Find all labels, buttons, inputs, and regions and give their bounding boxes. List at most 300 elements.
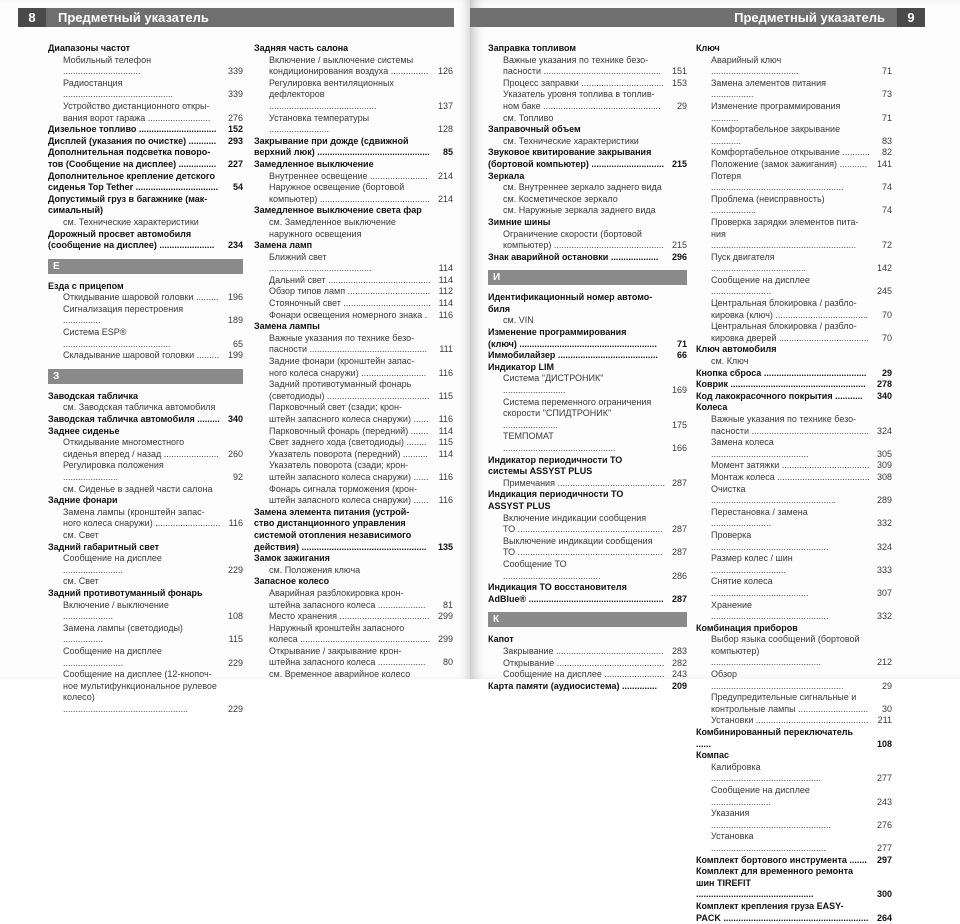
index-entry bbox=[254, 507, 453, 519]
entry-page-number: 199 bbox=[227, 350, 243, 361]
index-entry bbox=[696, 866, 892, 878]
entry-text: Закрывание при дожде (сдвижной bbox=[254, 135, 409, 146]
entry-text: Замена лампы (светодиоды) ................ bbox=[63, 622, 183, 645]
entry-text: штейна запасного колеса ................... bbox=[269, 657, 426, 668]
entry-text: Указания ................................................ bbox=[711, 808, 832, 830]
entry-page-number: 114 bbox=[438, 298, 453, 309]
index-entry bbox=[48, 414, 243, 426]
entry-page-number: 196 bbox=[227, 292, 243, 303]
index-subentry bbox=[488, 658, 687, 670]
entry-page-number: 243 bbox=[876, 796, 892, 807]
index-subentry bbox=[696, 600, 892, 623]
entry-text: Комплект крепления груза EASY- bbox=[696, 900, 844, 911]
index-subentry bbox=[48, 217, 243, 229]
index-subentry bbox=[48, 55, 243, 78]
entry-page-number: 278 bbox=[876, 379, 892, 390]
entry-text: действия) .................................................. bbox=[254, 541, 427, 552]
index-subentry bbox=[48, 327, 243, 350]
index-subentry bbox=[254, 379, 453, 391]
index-entry bbox=[488, 327, 687, 339]
entry-text: Ключ автомобиля bbox=[696, 344, 777, 355]
index-subentry bbox=[48, 304, 243, 327]
entry-page-number: 296 bbox=[671, 251, 687, 262]
entry-page-number: 307 bbox=[876, 587, 892, 598]
index-subentry bbox=[488, 397, 687, 409]
entry-page-number: 324 bbox=[876, 541, 892, 552]
entry-page-number: 324 bbox=[876, 425, 892, 436]
index-subentry bbox=[254, 217, 453, 229]
entry-text: Изменение программирования bbox=[488, 327, 627, 338]
index-subentry bbox=[488, 646, 687, 658]
index-subentry bbox=[488, 89, 687, 101]
entry-text: Заправка топливом bbox=[488, 43, 577, 53]
index-section-header: Е bbox=[48, 259, 243, 274]
index-entry bbox=[696, 368, 892, 380]
index-subentry bbox=[48, 350, 243, 362]
entry-text: Парковочный фонарь (передний) ....... bbox=[269, 425, 429, 436]
index-subentry bbox=[254, 634, 453, 646]
index-subentry bbox=[488, 136, 687, 148]
entry-text: Заводская табличка автомобиля ......... bbox=[48, 414, 220, 425]
index-subentry bbox=[48, 101, 243, 113]
entry-text: Проверка ............................................... bbox=[711, 529, 829, 552]
entry-text: Предупредительные сигнальные и bbox=[711, 692, 857, 703]
index-entry bbox=[254, 136, 453, 148]
entry-page-number: 277 bbox=[876, 773, 892, 784]
index-subentry bbox=[254, 472, 453, 484]
index-subentry bbox=[488, 547, 687, 559]
index-entry bbox=[696, 623, 892, 635]
index-subentry bbox=[254, 449, 453, 461]
entry-text: ТО .......................................................... bbox=[503, 547, 663, 558]
index-subentry bbox=[696, 298, 892, 310]
entry-page-number: 287 bbox=[671, 477, 687, 488]
index-subentry bbox=[48, 402, 243, 414]
index-entry bbox=[48, 426, 243, 438]
index-subentry bbox=[696, 576, 892, 599]
index-entry bbox=[254, 240, 453, 252]
left-page bbox=[0, 0, 470, 714]
entry-text: Дополнительная подсветка поворо- bbox=[48, 147, 211, 158]
entry-text: Идентификационный номер автомо- bbox=[488, 292, 653, 303]
index-subentry bbox=[696, 646, 892, 669]
index-entry bbox=[696, 391, 892, 403]
entry-text: Индикация периодичности ТО bbox=[488, 489, 624, 500]
entry-text: Индикатор периодичности ТО bbox=[488, 454, 623, 465]
entry-page-number: 153 bbox=[671, 77, 687, 88]
index-subentry bbox=[48, 507, 243, 519]
index-subentry bbox=[254, 426, 453, 438]
index-subentry bbox=[254, 113, 453, 136]
index-subentry bbox=[48, 646, 243, 669]
index-column-3 bbox=[488, 43, 687, 692]
entry-text: Монтаж колеса ..................................... bbox=[711, 471, 870, 482]
entry-page-number: 308 bbox=[876, 471, 892, 482]
entry-text: Важные указания по технике безо- bbox=[503, 54, 649, 65]
right-page-title: Предметный указатель bbox=[734, 10, 885, 25]
index-subentry bbox=[48, 553, 243, 576]
entry-text: Положение (замок зажигания) ........... bbox=[711, 158, 867, 169]
index-subentry bbox=[488, 315, 687, 327]
entry-text: Задняя часть салона bbox=[254, 43, 349, 53]
index-subentry bbox=[254, 78, 453, 90]
entry-text: Указатель поворота (передний) .......... bbox=[269, 448, 428, 459]
entry-text: см. Технические характеристики bbox=[503, 135, 639, 146]
entry-text: Важные указания по технике безо- bbox=[711, 414, 857, 424]
index-entry bbox=[696, 43, 892, 55]
entry-page-number: 29 bbox=[881, 680, 892, 691]
entry-text: Заднее сиденье bbox=[48, 425, 120, 436]
index-subentry bbox=[48, 113, 243, 125]
index-entry bbox=[48, 229, 243, 241]
entry-text: Запасное колесо bbox=[254, 576, 330, 587]
entry-text: Езда с прицепом bbox=[48, 280, 124, 291]
entry-text: Пуск двигателя ...................................... bbox=[711, 251, 807, 274]
index-entry bbox=[488, 489, 687, 501]
entry-page-number: 71 bbox=[881, 66, 892, 77]
entry-text: Карта памяти (аудиосистема) .............. bbox=[488, 680, 657, 691]
index-entry bbox=[254, 321, 453, 333]
index-subentry bbox=[696, 310, 892, 322]
entry-text: Комбинированный переключатель ...... bbox=[696, 727, 853, 749]
entry-page-number: 214 bbox=[437, 193, 453, 204]
index-subentry bbox=[696, 808, 892, 831]
entry-page-number: 74 bbox=[881, 182, 892, 193]
entry-text: Ближний свет ......................................... bbox=[269, 251, 372, 274]
entry-text: скорости "СПИДТРОНИК" ...................... bbox=[503, 408, 612, 430]
index-subentry bbox=[254, 89, 453, 112]
entry-page-number: 300 bbox=[876, 889, 892, 900]
entry-page-number: 128 bbox=[437, 124, 453, 135]
index-subentry bbox=[696, 217, 892, 229]
index-subentry bbox=[696, 171, 892, 194]
entry-text: Дисплей (указания по очистке) ........... bbox=[48, 135, 217, 146]
entry-text: ство дистанционного управления bbox=[254, 518, 406, 529]
index-subentry bbox=[488, 66, 687, 78]
entry-text: системы ASSYST PLUS bbox=[488, 466, 593, 477]
entry-text: см. VIN bbox=[503, 315, 534, 326]
entry-text: Момент затяжки ................................... bbox=[711, 460, 870, 471]
index-subentry bbox=[254, 600, 453, 612]
index-entry bbox=[488, 681, 687, 693]
entry-page-number: 229 bbox=[227, 703, 243, 714]
entry-page-number: 115 bbox=[438, 390, 453, 401]
entry-text: Комбинация приборов bbox=[696, 622, 798, 633]
entry-text: Внутреннее освещение ....................... bbox=[269, 170, 428, 181]
entry-page-number: 115 bbox=[438, 437, 453, 448]
entry-page-number: 333 bbox=[876, 564, 892, 575]
entry-text: Заправочный объем bbox=[488, 124, 581, 135]
index-subentry bbox=[696, 252, 892, 275]
index-entry bbox=[488, 501, 687, 513]
entry-text: пасности ............................................... bbox=[711, 425, 870, 436]
entry-text: см. Наружные зеркала заднего вида bbox=[503, 205, 656, 216]
index-subentry bbox=[696, 147, 892, 159]
entry-text: Откидывание шаровой головки ......... bbox=[63, 292, 219, 303]
index-entry bbox=[48, 495, 243, 507]
entry-text: Проблема (неисправность) .................. bbox=[711, 193, 825, 216]
entry-page-number: 108 bbox=[876, 738, 892, 749]
entry-text: Выбор языка сообщений (бортовой bbox=[711, 634, 860, 645]
entry-page-number: 116 bbox=[438, 367, 453, 378]
entry-text: Фонарь сигнала торможения (крон- bbox=[269, 483, 417, 494]
entry-page-number: 166 bbox=[671, 443, 687, 453]
entry-text: Замена лампы (кронштейн запас- bbox=[63, 506, 205, 517]
entry-text: штейн запасного колеса снаружи) ...... bbox=[269, 414, 429, 424]
entry-text: компьютер) ............................................ bbox=[711, 645, 822, 668]
entry-text: Замена лампы bbox=[254, 321, 320, 332]
entry-text: контрольные лампы ............................ bbox=[711, 703, 869, 714]
entry-text: Задние фонари bbox=[48, 495, 118, 506]
entry-text: (бортовой компьютер) ............................. bbox=[488, 158, 664, 169]
entry-page-number: 81 bbox=[442, 599, 453, 610]
index-subentry bbox=[48, 600, 243, 623]
index-entry bbox=[48, 205, 243, 217]
entry-text: AdBlue® ...................................................... bbox=[488, 593, 664, 604]
entry-page-number: 209 bbox=[671, 680, 687, 691]
index-entry bbox=[254, 43, 453, 55]
index-subentry bbox=[48, 78, 243, 101]
index-entry bbox=[488, 124, 687, 136]
index-subentry bbox=[696, 507, 892, 530]
index-subentry bbox=[696, 194, 892, 217]
entry-text: см. Свет bbox=[63, 529, 99, 540]
index-entry bbox=[48, 240, 243, 252]
entry-text: кировка дверей .................................... bbox=[711, 332, 869, 343]
index-subentry bbox=[696, 715, 892, 727]
entry-page-number: 340 bbox=[876, 390, 892, 401]
index-entry bbox=[488, 339, 687, 351]
entry-text: Задний противотуманный фонарь bbox=[269, 379, 412, 390]
index-subentry bbox=[696, 101, 892, 124]
index-entry bbox=[254, 205, 453, 217]
index-subentry bbox=[254, 414, 453, 426]
index-subentry bbox=[254, 298, 453, 310]
index-subentry bbox=[488, 373, 687, 396]
index-entry bbox=[696, 344, 892, 356]
entry-page-number: 71 bbox=[881, 112, 892, 123]
index-subentry bbox=[48, 669, 243, 681]
entry-text: Закрывание ........................................... bbox=[503, 645, 664, 656]
entry-page-number: 54 bbox=[232, 182, 243, 193]
entry-text: Замедленное выключение bbox=[254, 158, 374, 169]
index-subentry bbox=[254, 310, 453, 322]
index-entry bbox=[488, 582, 687, 594]
index-subentry bbox=[696, 229, 892, 252]
entry-page-number: 211 bbox=[877, 715, 892, 726]
entry-text: штейн запасного колеса снаружи) ...... bbox=[269, 495, 429, 506]
entry-page-number: 169 bbox=[671, 385, 687, 396]
entry-page-number: 299 bbox=[437, 634, 453, 645]
entry-text: Замедленное выключение света фар bbox=[254, 205, 422, 216]
entry-text: Очистка .................................................. bbox=[711, 483, 837, 506]
index-subentry bbox=[696, 275, 892, 298]
index-subentry bbox=[254, 275, 453, 287]
index-subentry bbox=[254, 182, 453, 194]
entry-text: Система ESP® ........................................... bbox=[63, 327, 171, 349]
index-subentry bbox=[488, 182, 687, 194]
index-subentry bbox=[254, 402, 453, 414]
entry-text: Задний габаритный свет bbox=[48, 541, 159, 552]
entry-page-number: 227 bbox=[227, 158, 243, 169]
entry-page-number: 30 bbox=[881, 703, 892, 714]
index-entry bbox=[254, 518, 453, 530]
index-subentry bbox=[48, 292, 243, 304]
index-subentry bbox=[48, 576, 243, 588]
index-subentry bbox=[696, 762, 892, 785]
entry-page-number: 287 bbox=[671, 524, 687, 535]
index-entry bbox=[696, 379, 892, 391]
index-subentry bbox=[696, 159, 892, 171]
index-subentry bbox=[254, 495, 453, 507]
entry-text: Знак аварийной остановки ................... bbox=[488, 251, 659, 262]
entry-page-number: 72 bbox=[881, 240, 892, 251]
entry-text: Регулировка вентиляционных bbox=[269, 77, 394, 88]
entry-page-number: 332 bbox=[876, 611, 892, 622]
entry-page-number: 135 bbox=[437, 541, 453, 552]
entry-page-number: 114 bbox=[438, 425, 453, 436]
index-subentry bbox=[254, 646, 453, 658]
entry-text: Откидывание многоместного bbox=[63, 437, 185, 448]
index-entry bbox=[254, 530, 453, 542]
entry-text: см. Ключ bbox=[711, 356, 749, 367]
entry-page-number: 108 bbox=[227, 611, 243, 622]
entry-text: Задние фонари (кронштейн запас- bbox=[269, 356, 415, 367]
entry-page-number: 299 bbox=[437, 611, 453, 622]
entry-text: ТЕМПОМАТ ............................................. bbox=[503, 431, 616, 453]
entry-text: ного колеса снаружи) .......................... bbox=[269, 367, 427, 378]
entry-page-number: 116 bbox=[438, 309, 453, 320]
entry-text: Установки ............................................. bbox=[711, 715, 869, 726]
index-subentry bbox=[696, 692, 892, 704]
entry-text: Указатель поворота (сзади; крон- bbox=[269, 460, 409, 471]
index-subentry bbox=[254, 194, 453, 206]
entry-text: Капот bbox=[488, 634, 514, 645]
entry-page-number: 70 bbox=[881, 309, 892, 320]
entry-text: Хранение ............................................... bbox=[711, 599, 829, 622]
entry-page-number: 276 bbox=[227, 112, 243, 123]
entry-text: Проверка зарядки элементов пита- bbox=[711, 216, 859, 227]
index-entry bbox=[488, 350, 687, 362]
index-entry bbox=[488, 455, 687, 467]
entry-text: Диапазоны частот bbox=[48, 43, 131, 53]
entry-text: Указатель уровня топлива в топлив- bbox=[503, 89, 655, 100]
index-subentry bbox=[48, 437, 243, 449]
entry-text: симальный) bbox=[48, 205, 103, 216]
index-subentry bbox=[48, 484, 243, 496]
entry-page-number: 293 bbox=[227, 135, 243, 146]
index-entry bbox=[488, 171, 687, 183]
index-entry bbox=[48, 43, 243, 55]
entry-page-number: 243 bbox=[671, 669, 687, 680]
entry-page-number: 141 bbox=[876, 158, 892, 169]
index-entry bbox=[48, 147, 243, 159]
index-subentry bbox=[696, 414, 892, 426]
index-subentry bbox=[488, 431, 687, 454]
index-entry bbox=[488, 43, 687, 55]
entry-text: Сообщение на дисплее ........................ bbox=[63, 645, 162, 668]
entry-page-number: 339 bbox=[227, 66, 243, 77]
entry-text: Замена колеса ....................................... bbox=[711, 437, 809, 459]
index-entry bbox=[488, 362, 687, 374]
index-subentry bbox=[254, 344, 453, 356]
entry-page-number: 114 bbox=[438, 263, 453, 274]
entry-text: Сообщение на дисплее ........................ bbox=[711, 274, 810, 297]
index-subentry bbox=[254, 229, 453, 241]
index-subentry bbox=[696, 124, 892, 147]
index-entry bbox=[696, 878, 892, 901]
entry-text: Наружное освещение (бортовой bbox=[269, 182, 405, 193]
index-entry bbox=[696, 727, 892, 750]
entry-page-number: 82 bbox=[881, 147, 892, 158]
entry-page-number: 260 bbox=[227, 448, 243, 459]
entry-page-number: 245 bbox=[876, 286, 892, 297]
index-entry bbox=[48, 124, 243, 136]
entry-page-number: 276 bbox=[876, 819, 892, 830]
entry-page-number: 73 bbox=[881, 89, 892, 100]
entry-page-number: 137 bbox=[437, 100, 453, 111]
entry-text: Аварийная разблокировка крон- bbox=[269, 587, 404, 598]
index-subentry bbox=[696, 704, 892, 716]
entry-text: Открывание ........................................... bbox=[503, 657, 665, 668]
index-entry bbox=[488, 159, 687, 171]
entry-text: ния .......................................................... bbox=[711, 228, 857, 251]
entry-text: Индикатор LIM bbox=[488, 361, 554, 372]
entry-text: см. Замедленное выключение bbox=[269, 216, 396, 227]
index-subentry bbox=[48, 623, 243, 646]
index-subentry bbox=[488, 524, 687, 536]
entry-page-number: 115 bbox=[228, 634, 243, 645]
index-section-header: К bbox=[488, 612, 687, 627]
entry-page-number: 277 bbox=[876, 842, 892, 853]
entry-text: Мобильный телефон ............................... bbox=[63, 54, 152, 77]
index-entry bbox=[488, 217, 687, 229]
index-entry bbox=[696, 750, 892, 762]
entry-text: Центральная блокировка / разбло- bbox=[711, 298, 857, 309]
entry-text: см. Косметическое зеркало bbox=[503, 193, 618, 204]
index-subentry bbox=[696, 55, 892, 78]
entry-page-number: 152 bbox=[227, 124, 243, 135]
index-entry bbox=[488, 304, 687, 316]
index-subentry bbox=[488, 559, 687, 582]
index-subentry bbox=[254, 611, 453, 623]
entry-page-number: 282 bbox=[671, 657, 687, 668]
entry-text: Открывание / закрывание крон- bbox=[269, 645, 402, 656]
index-subentry bbox=[254, 368, 453, 380]
entry-text: Размер колес / шин .............................. bbox=[711, 553, 793, 575]
index-subentry bbox=[254, 356, 453, 368]
index-section-header: И bbox=[488, 270, 687, 285]
index-entry bbox=[48, 194, 243, 206]
entry-text: Система переменного ограничения bbox=[503, 396, 652, 407]
entry-page-number: 29 bbox=[881, 367, 892, 378]
entry-page-number: 286 bbox=[671, 570, 687, 581]
entry-text: наружного освещения bbox=[269, 228, 362, 239]
index-entry bbox=[696, 855, 892, 867]
index-entry bbox=[48, 391, 243, 403]
entry-text: Система "ДИСТРОНИК" ......................... bbox=[503, 373, 604, 396]
entry-text: Изменение программирования ........... bbox=[711, 100, 841, 123]
index-subentry bbox=[488, 229, 687, 241]
entry-page-number: 212 bbox=[876, 657, 892, 668]
entry-text: Дизельное топливо ............................... bbox=[48, 124, 217, 135]
entry-text: Включение / выключение .................... bbox=[63, 599, 169, 622]
entry-text: Стояночный свет ................................... bbox=[269, 298, 431, 309]
entry-text: Кнопка сброса ......................................... bbox=[696, 367, 867, 378]
index-subentry bbox=[48, 692, 243, 715]
entry-text: ное мультифункциональное рулевое bbox=[63, 680, 217, 691]
entry-text: см. Заводская табличка автомобиля bbox=[63, 402, 216, 413]
